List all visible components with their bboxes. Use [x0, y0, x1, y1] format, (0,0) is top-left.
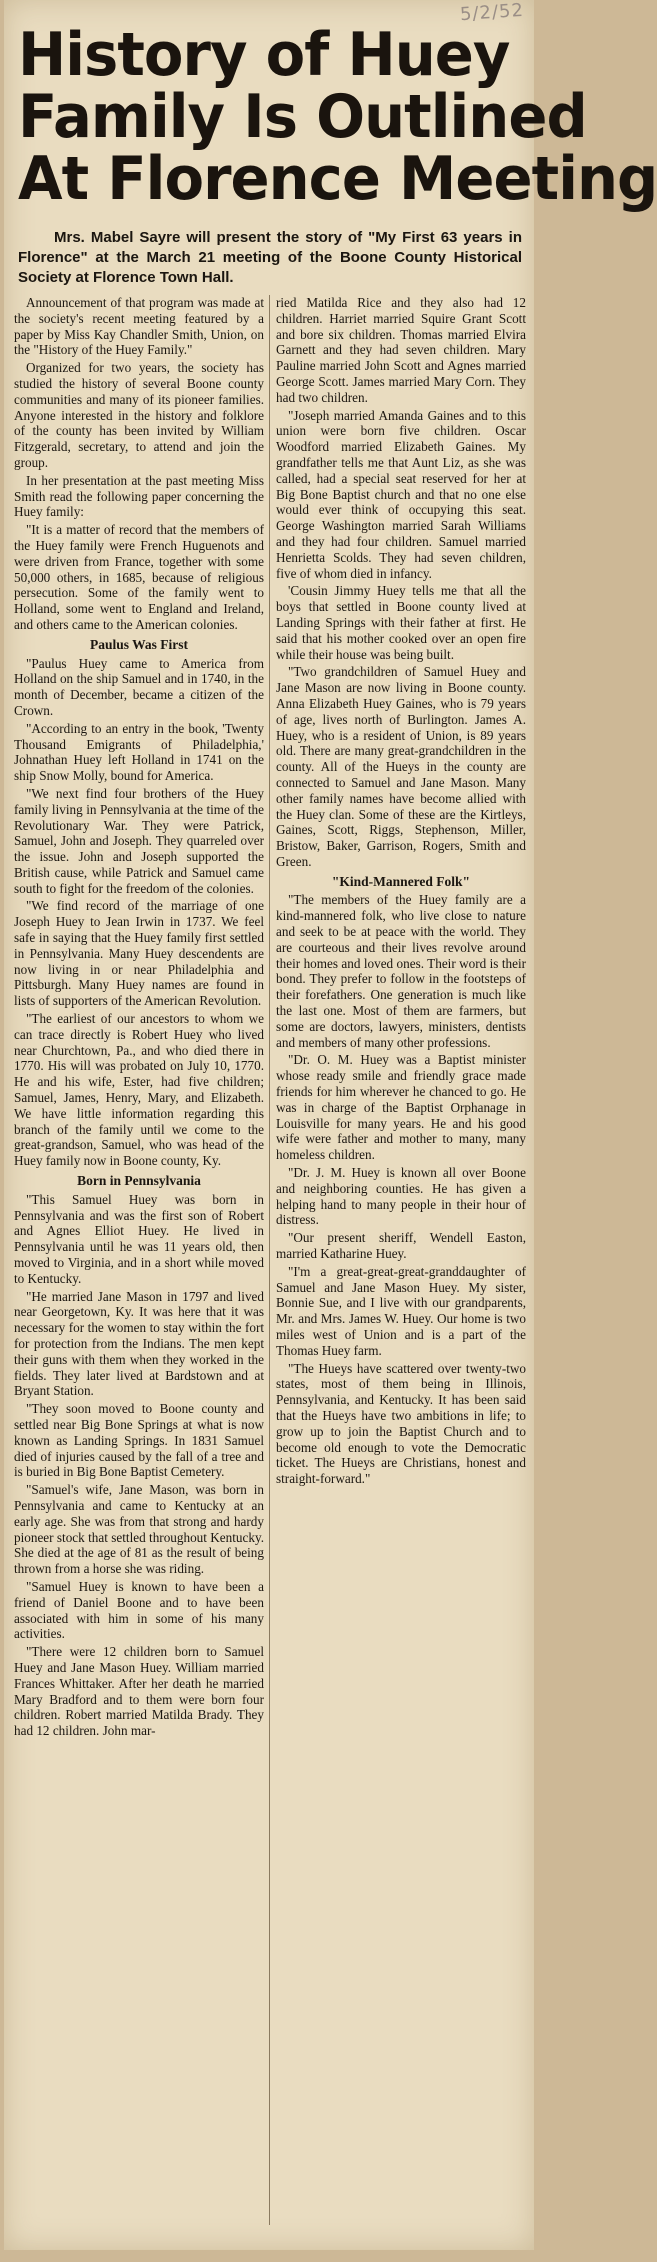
article-paragraph: "The members of the Huey family are a kind-mannered folk, who live close to nature and seek to be at peace with the world. They are courteous and their lives revolve around their homes and loved ones. Their word is their bond. They prefer to follow in the footsteps of their forefathers. One generation is much like the last one. Most of them are farmers, but some are doctors, lawyers, ministers, dentists and members of many other professions. [276, 892, 526, 1050]
article-paragraph: "He married Jane Mason in 1797 and lived near Georgetown, Ky. It was here that it was necessary for the women to stay within the fort for protection from the Indians. The men kept their guns with them when they worked in the fields. They later lived at Bardstown and at Bryant Station. [14, 1288, 264, 1399]
article-paragraph: 'Cousin Jimmy Huey tells me that all the boys that settled in Boone county lived at Landing Springs with their father at first. He said that his mother cooked over an open fire while their house was being built. [276, 583, 526, 662]
article-paragraph: "The Hueys have scattered over twenty-two states, most of them being in Illinois, Pennsylvania, and Kentucky. It has been said that the Hueys have two ambitions in life; to grow up to join the Baptist Church and to become old enough to vote the Democratic ticket. The Hueys are Christians, honest and straight-forward." [276, 1360, 526, 1487]
article-paragraph: "This Samuel Huey was born in Pennsylvania and was the first son of Robert and Agnes Elliot Huey. He lived in Pennsylvania until he was 11 years old, then moved to Virginia, and in a short while moved to Kentucky. [14, 1191, 264, 1286]
article-paragraph: Organized for two years, the society has studied the history of several Boone county communities and many of its pioneer families. Anyone interested in the history and folklore of the county has been invited by William Fitzgerald, secretary, to attend and join the group. [14, 360, 264, 470]
article-paragraph: "Samuel Huey is known to have been a friend of Daniel Boone and to have been associated with him in some of his many activities. [14, 1578, 264, 1642]
headline [18, 20, 657, 214]
headline-line: Family Is Outlined [18, 82, 587, 152]
article-paragraph: "Our present sheriff, Wendell Easton, married Katharine Huey. [276, 1230, 526, 1262]
article-paragraph: "Joseph married Amanda Gaines and to this union were born five children. Oscar Woodford married Elizabeth Gaines. My grandfather tells me that Aunt Liz, as she was called, had a special seat reserved for her at Big Bone Baptist church and that no one else would ever think of occupying this seat. George Washington married Sarah Williams and they had four children. Samuel married Henrietta Scolds. They had seven children, five of whom died in infancy. [276, 407, 526, 581]
article-paragraph: "The earliest of our ancestors to whom we can trace directly is Robert Huey who lived near Churchtown, Pa., and who died there in 1770. His will was probated on July 10, 1770. He and his wife, Ester, had five children; Samuel, James, Henry, Mary, and Elizabeth. We have little information regarding this branch of the family until we come to the great-grandson, Samuel, who was head of the Huey family now in Boone county, Ky. [14, 1011, 264, 1169]
left-column [14, 295, 264, 1741]
deck-paragraph: Mrs. Mabel Sayre will present the story of "My First 63 years in Florence" at the March 21 meeting of the Boone County Historical Society at Florence Town Hall. [18, 229, 522, 286]
article-paragraph: "Two grandchildren of Samuel Huey and Jane Mason are now living in Boone county. Anna Elizabeth Huey Gaines, who is 79 years of age, lives north of Burlington. James A. Huey, who is a resident of Union, is 89 years old. There are many great-grandchildren in the county. All of the Hueys in the county are connected to Samuel and Jane Mason. Many other family names have become allied with the Huey clan. Some of these are the Kirtleys, Gaines, Scott, Riggs, Stephenson, Miller, Bristow, Baker, Garrison, Rogers, Smith and Green. [276, 664, 526, 869]
article-paragraph: "Dr. J. M. Huey is known all over Boone and neighboring counties. He has given a helping hand to many people in their hour of distress. [276, 1165, 526, 1228]
column-divider [269, 295, 270, 2225]
newspaper-clipping [4, 0, 657, 2250]
article-paragraph: "I'm a great-great-great-granddaughter of Samuel and Jane Mason Huey. My sister, Bonnie Sue, and I live with our grandparents, Mr. and Mrs. James W. Huey. Our home is two miles west of Union and is a part of the Thomas Huey farm. [276, 1263, 526, 1358]
article-paragraph: "They soon moved to Boone county and settled near Big Bone Springs at what is now known as Landing Springs. In 1831 Samuel died of injuries caused by the fall of a tree and is buried in Big Bone Baptist Cemetery. [14, 1401, 264, 1480]
headline-line: At Florence Meeting [18, 144, 657, 214]
article-paragraph: "It is a matter of record that the members of the Huey family were French Huguenots and were driven from France, together with some 50,000 others, in 1685, because of religious persecution. Some of the family went to Holland, some went to England and Ireland, and others came to the American colonies. [14, 522, 264, 632]
section-subhead: Born in Pennsylvania [77, 1173, 201, 1189]
article-paragraph: In her presentation at the past meeting Miss Smith read the following paper concerning the Huey family: [14, 472, 264, 520]
article-paragraph: "Dr. O. M. Huey was a Baptist minister whose ready smile and friendly grace made friends for him wherever he chanced to go. He was in charge of the Baptist Orphanage in Louisville for many years. He and his good wife were father and mother to many, many homeless children. [276, 1052, 526, 1163]
article-paragraph: ried Matilda Rice and they also had 12 children. Harriet married Squire Grant Scott and bore six children. Thomas married Elvira Garnett and they had seven children. Mary Pauline married John Scott and Agnes married George Scott. James married Mary Corn. They had two children. [276, 295, 526, 405]
article-paragraph: "There were 12 children born to Samuel Huey and Jane Mason Huey. William married Frances Whittaker. After her death he married Mary Bradford and to them were born four children. Robert married Matilda Brady. They had 12 children. John mar- [14, 1644, 264, 1739]
section-subhead: "Kind-Mannered Folk" [331, 873, 471, 889]
article-paragraph: "According to an entry in the book, 'Twenty Thousand Emigrants of Philadelphia,' Johnathan Huey left Holland in 1741 on the ship Snow Molly, bound for America. [14, 720, 264, 784]
article-paragraph: "Samuel's wife, Jane Mason, was born in Pennsylvania and came to Kentucky at an early age. She was from that strong and hardy pioneer stock that settled throughout Kentucky. She died at the age of 81 as the result of being thrown from a horse she was riding. [14, 1482, 264, 1577]
article-paragraph: "We find record of the marriage of one Joseph Huey to Jean Irwin in 1737. We feel safe in saying that the Huey family first settled in Pennsylvania. Many Huey descendents are now living in or near Philadelphia and Pittsburgh. Many Huey names are found in lists of supporters of the American Revolution. [14, 898, 264, 1009]
section-subhead: Paulus Was First [89, 636, 189, 652]
headline-line: History of Huey [18, 20, 510, 90]
right-column [276, 295, 526, 1489]
handwritten-date: 5/2/52 [459, 0, 525, 26]
article-paragraph: "Paulus Huey came to America from Holland on the ship Samuel and in 1740, in the month of December, became a citizen of the Crown. [14, 655, 264, 718]
article-paragraph: "We next find four brothers of the Huey family living in Pennsylvania at the time of the Revolutionary War. They were Patrick, Samuel, John and Joseph. They quarreled over the issue. John and Joseph supported the British cause, while Patrick and Samuel came south to fight for the freedom of the colonies. [14, 785, 264, 896]
article-paragraph: Announcement of that program was made at the society's recent meeting featured by a paper by Miss Kay Chandler Smith, Union, on the "History of the Huey Family." [14, 295, 264, 358]
